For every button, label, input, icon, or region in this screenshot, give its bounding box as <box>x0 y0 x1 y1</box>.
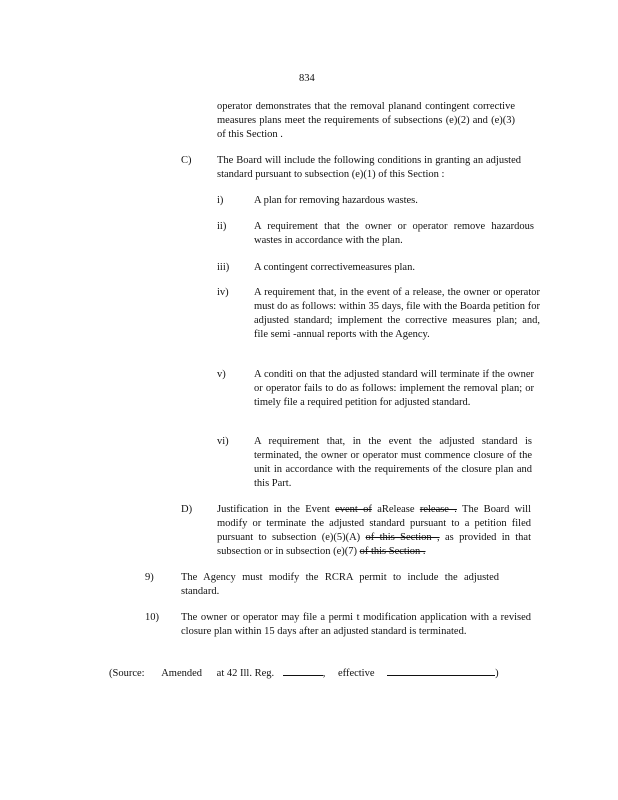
item-c-i-text: A plan for removing hazardous wastes. <box>254 195 418 206</box>
item-c-ii-label: ii) <box>217 221 227 232</box>
struck-text: event of <box>335 504 372 515</box>
source-at: at 42 Ill. Reg. <box>216 668 275 679</box>
source-note: (Source: Amended at 42 Ill. Reg. , effective ) <box>109 664 499 681</box>
item-c-label: C) <box>181 155 192 166</box>
struck-text: release . <box>419 504 457 515</box>
item-c-iv-text: A requirement that, in the event of a release, the owner or operator must do as follows: within 35 days, file with the Boarda petition for adjusted standard; implement the corrective measures plan; and, file semi -annual reports with the Agency. <box>254 287 540 340</box>
struck-text: of this Section . <box>359 546 426 557</box>
item-c-i-label: i) <box>217 195 224 206</box>
item-10-label: 10) <box>145 612 159 623</box>
item-9-text: The Agency must modify the RCRA permit to include the adjusted standard. <box>181 572 499 597</box>
item-c-v-text: A conditi on that the adjusted standard will terminate if the owner or operator fails to do as follows: implement the removal plan; or timely file a required petition for adjusted standard. <box>254 369 534 408</box>
item-d-text: Justification in the Event event of aRelease release . The Board will modify or terminate the adjusted standard pursuant to a petition filed pursuant to subsection (e)(5)(A) of this Section , as provided in that subsection or in subsection (e)(7) of this Section . <box>217 504 531 557</box>
item-c-iv-label: iv) <box>217 287 229 298</box>
item-c-iii-label: iii) <box>217 262 230 273</box>
item-9-label: 9) <box>145 572 154 583</box>
item-d-label: D) <box>181 504 193 515</box>
effective-date-blank <box>387 664 495 676</box>
item-c-vi-label: vi) <box>217 436 229 447</box>
source-open: (Source: <box>109 668 145 679</box>
item-10-text: The owner or operator may file a permi t modification application with a revised closure plan within 15 days after an adjusted standard is terminated. <box>181 612 531 637</box>
item-c-iii-text: A contingent correctivemeasures plan. <box>254 262 415 273</box>
continuation-paragraph: operator demonstrates that the removal planand contingent corrective measures plans meet the requirements of subsections (e)(2) and (e)(3) of this Section . <box>217 101 515 140</box>
item-c-v-label: v) <box>217 369 226 380</box>
register-page-blank <box>283 664 323 676</box>
item-c-ii-text: A requirement that the owner or operator remove hazardous wastes in accordance with the plan. <box>254 221 534 246</box>
source-effective: effective <box>337 668 375 679</box>
item-c-vi-text: A requirement that, in the event the adjusted standard is terminated, the owner or operator must commence closure of the unit in accordance with the requirements of the closure plan and this Part. <box>254 436 532 489</box>
struck-text: of this Section , <box>365 532 440 543</box>
source-amended: Amended <box>161 668 203 679</box>
page-number: 834 <box>299 73 315 84</box>
item-c-text: The Board will include the following conditions in granting an adjusted standard pursuant to subsection (e)(1) of this Section : <box>217 155 521 180</box>
